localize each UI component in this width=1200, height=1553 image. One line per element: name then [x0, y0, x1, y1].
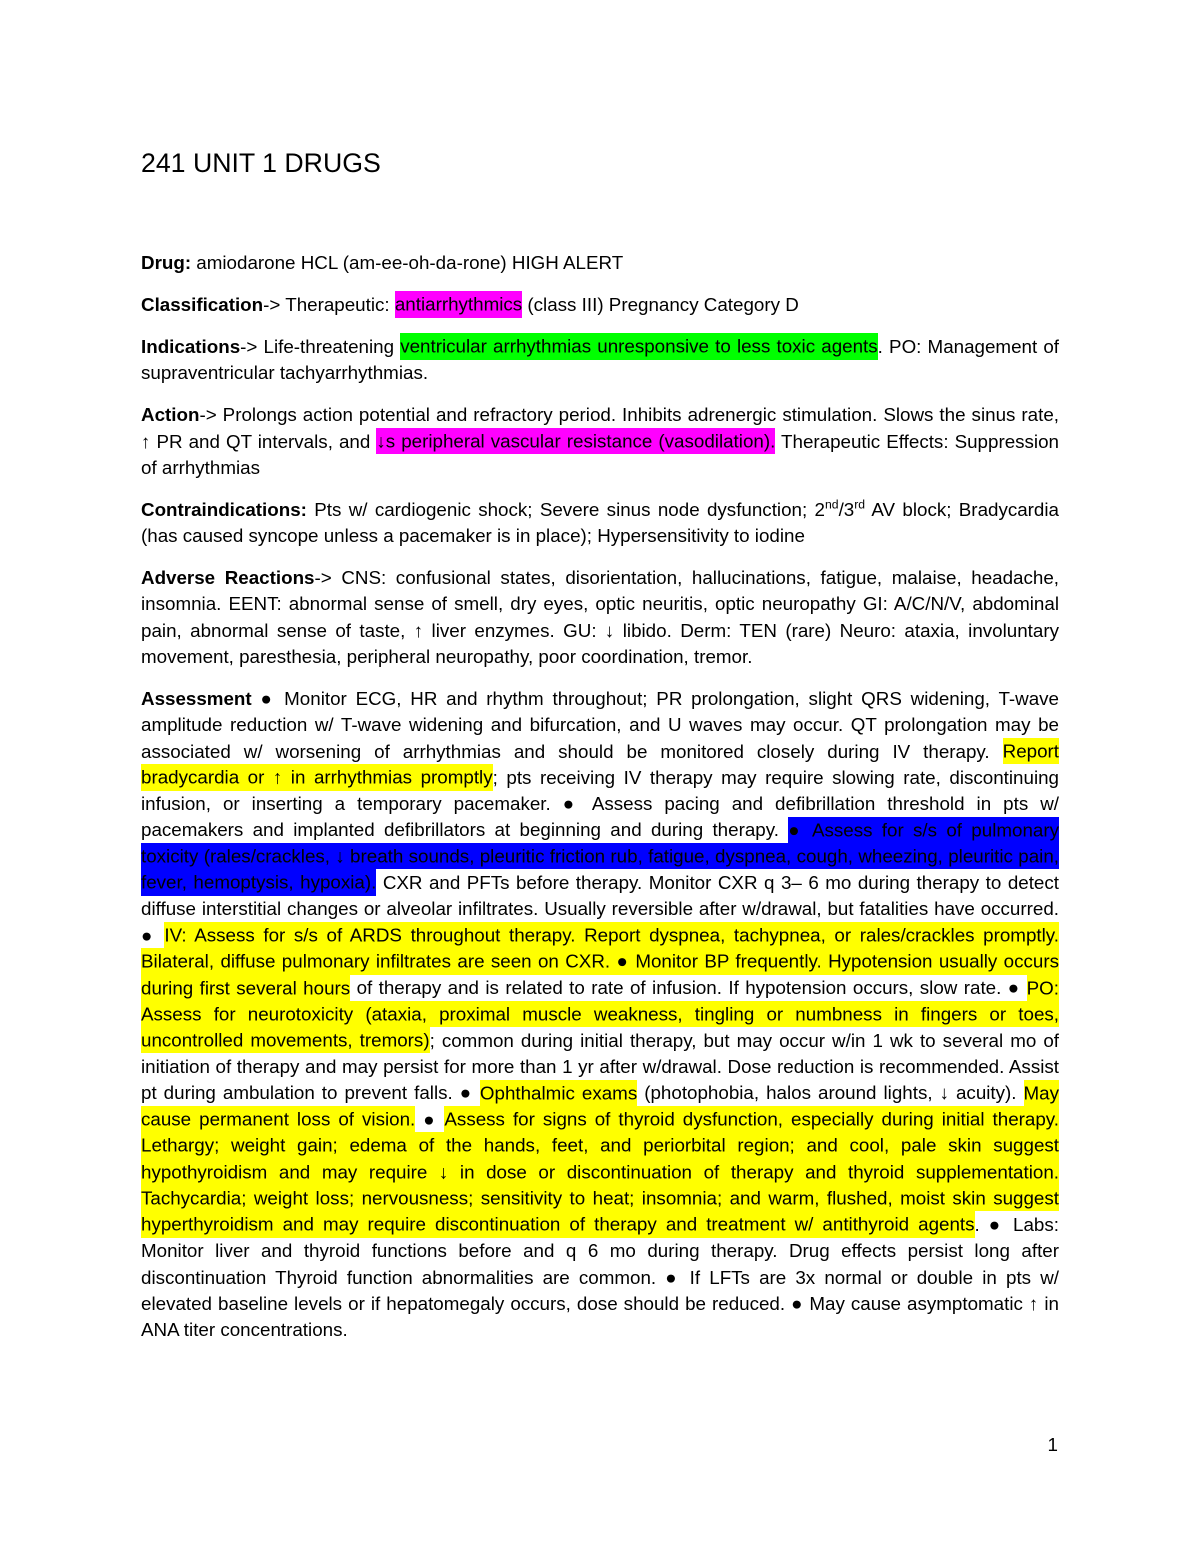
assessment-photophobia-text: (photophobia, halos around lights, ↓ acuity).	[637, 1082, 1024, 1104]
indications-text: -> Life-threatening	[240, 335, 401, 357]
assessment-highlight-vision-loss: May cause permanent loss of vision.	[141, 1080, 1059, 1133]
page-number: 1	[1047, 1434, 1058, 1455]
action-highlight: ↓s peripheral vascular resistance (vasodilation).	[376, 428, 775, 454]
indications-label: Indications	[141, 335, 241, 357]
assessment-highlight-iv-ards: IV: Assess for s/s of ARDS throughout therapy. Report dyspnea, tachypnea, or rales/crackles promptly. Bilateral, diffuse pulmonary infiltrates are seen on CXR. ● Monitor BP frequently. Hypotension usually occurs during first several hours	[141, 922, 1059, 1001]
assessment-paragraph	[141, 686, 1059, 1343]
adverse-reactions-paragraph	[141, 565, 1059, 670]
assessment-highlight-thyroid: Assess for signs of thyroid dysfunction, especially during initial therapy. Lethargy; weight gain; edema of the hands, feet, and periorbital region; and cool, pale skin suggest hypothyroidism and may require ↓ in dose or discontinuation of therapy and thyroid supplementation. Tachycardia; weight loss; nervousness; sensitivity to heat; insomnia; and warm, flushed, moist skin suggest hyperthyroidism and may require discontinuation of therapy and treatment w/ antithyroid agents	[141, 1106, 1059, 1237]
drug-name-text: amiodarone HCL (am-ee-oh-da-rone) HIGH ALERT	[191, 252, 624, 273]
assessment-highlight-neurotoxicity: PO: Assess for neurotoxicity (ataxia, proximal muscle weakness, tingling or numbness in fingers or toes, uncontrolled movements, tremors)	[141, 975, 1059, 1054]
adverse-reactions-text: -> CNS: confusional states, disorientation, hallucinations, fatigue, malaise, headache, insomnia. EENT: abnormal sense of smell, dry eyes, optic neuritis, optic neuropathy GI: A/C/N/V, abdominal pain, abnormal sense of taste, ↑ liver enzymes. GU: ↓ libido. Derm: TEN (rare) Neuro: ataxia, involuntary movement, paresthesia, peripheral neuropathy, poor coordination, tremor.	[141, 567, 1060, 667]
drug-label: Drug:	[141, 252, 192, 273]
indications-highlight: ventricular arrhythmias unresponsive to less toxic agents	[400, 333, 877, 359]
document-body	[141, 250, 1059, 1359]
classification-highlight: antiarrhythmics	[395, 291, 522, 317]
action-effects-text: Therapeutic Effects: Suppression of arrhythmias	[141, 430, 1059, 478]
classification-paragraph	[141, 292, 1059, 318]
assessment-highlight-report-bradycardia: Report bradycardia or ↑ in arrhythmias promptly	[141, 738, 1059, 791]
assessment-highlight-pulmonary-toxicity: ● Assess for s/s of pulmonary toxicity (rales/crackles, ↓ breath sounds, pleuritic friction rub, fatigue, dyspnea, cough, wheezing, pleuritic pain, fever, hemoptysis, hypoxia).	[141, 817, 1059, 896]
document-title: 241 UNIT 1 DRUGS	[141, 148, 381, 178]
ordinal-suffix-nd: nd	[824, 497, 839, 512]
assessment-labs-text: . ● Labs: Monitor liver and thyroid functions before and q 6 mo during therapy. Drug effects persist long after discontinuation Thyroid function abnormalities are common. ● If LFTs are 3x normal or double in pts w/ elevated baseline levels or if hepatomegaly occurs, dose should be reduced. ● May cause asymptomatic ↑ in ANA titer concentrations.	[141, 1213, 1059, 1341]
contraindications-slash-text: /3	[838, 498, 855, 520]
action-label: Action	[141, 404, 200, 426]
assessment-cxr-text: CXR and PFTs before therapy. Monitor CXR q 3– 6 mo during therapy to detect diffuse interstitial changes or alveolar infiltrates. Usually reversible after w/drawal, but fatalities have occurred. ●	[141, 872, 1059, 946]
assessment-highlight-ophthalmic-exams: Ophthalmic exams	[480, 1080, 637, 1106]
drug-paragraph	[141, 250, 1059, 276]
assessment-initial-therapy-text: ; common during initial therapy, but may occur w/in 1 wk to several mo of initiation of therapy and may persist for more than 1 yr after w/drawal. Dose reduction is recommended. Assist pt during ambulation to prevent falls. ●	[141, 1029, 1059, 1104]
contraindications-text: Pts w/ cardiogenic shock; Severe sinus node dysfunction; 2	[306, 498, 825, 520]
indications-po-text: . PO: Management of supraventricular tachyarrhythmias.	[141, 335, 1059, 384]
assessment-label: Assessment	[141, 687, 252, 709]
assessment-pacing-text: ; pts receiving IV therapy may require slowing rate, discontinuing infusion, or inserting a temporary pacemaker. ● Assess pacing and defibrillation threshold in pts w/ pacemakers and implanted defibrillators at beginning and during therapy.	[141, 766, 1060, 841]
classification-text: -> Therapeutic:	[263, 293, 395, 315]
action-paragraph	[141, 402, 1059, 481]
adverse-reactions-label: Adverse Reactions	[141, 567, 315, 589]
ordinal-suffix-rd: rd	[854, 497, 866, 512]
assessment-infusion-text: of therapy and is related to rate of infusion. If hypotension occurs, slow rate. ●	[350, 977, 1027, 999]
contraindications-rest-text: AV block; Bradycardia (has caused syncope unless a pacemaker is in place); Hypersensitivity to iodine	[141, 498, 1059, 547]
action-text: -> Prolongs action potential and refractory period. Inhibits adrenergic stimulation. Slows the sinus rate, ↑ PR and QT intervals, and	[141, 404, 1059, 452]
assessment-monitor-ecg-text: ● Monitor ECG, HR and rhythm throughout; PR prolongation, slight QRS widening, T-wave amplitude reduction w/ T-wave widening and bifurcation, and U waves may occur. QT prolongation may be associated w/ worsening of arrhythmias and should be monitored closely during IV therapy.	[141, 687, 1059, 762]
assessment-bullet-text: ●	[415, 1108, 445, 1130]
contraindications-paragraph	[141, 497, 1059, 550]
classification-pregnancy-text: (class III) Pregnancy Category D	[522, 293, 799, 315]
classification-label: Classification	[141, 293, 264, 315]
indications-paragraph	[141, 334, 1059, 387]
contraindications-label: Contraindications:	[141, 498, 307, 520]
